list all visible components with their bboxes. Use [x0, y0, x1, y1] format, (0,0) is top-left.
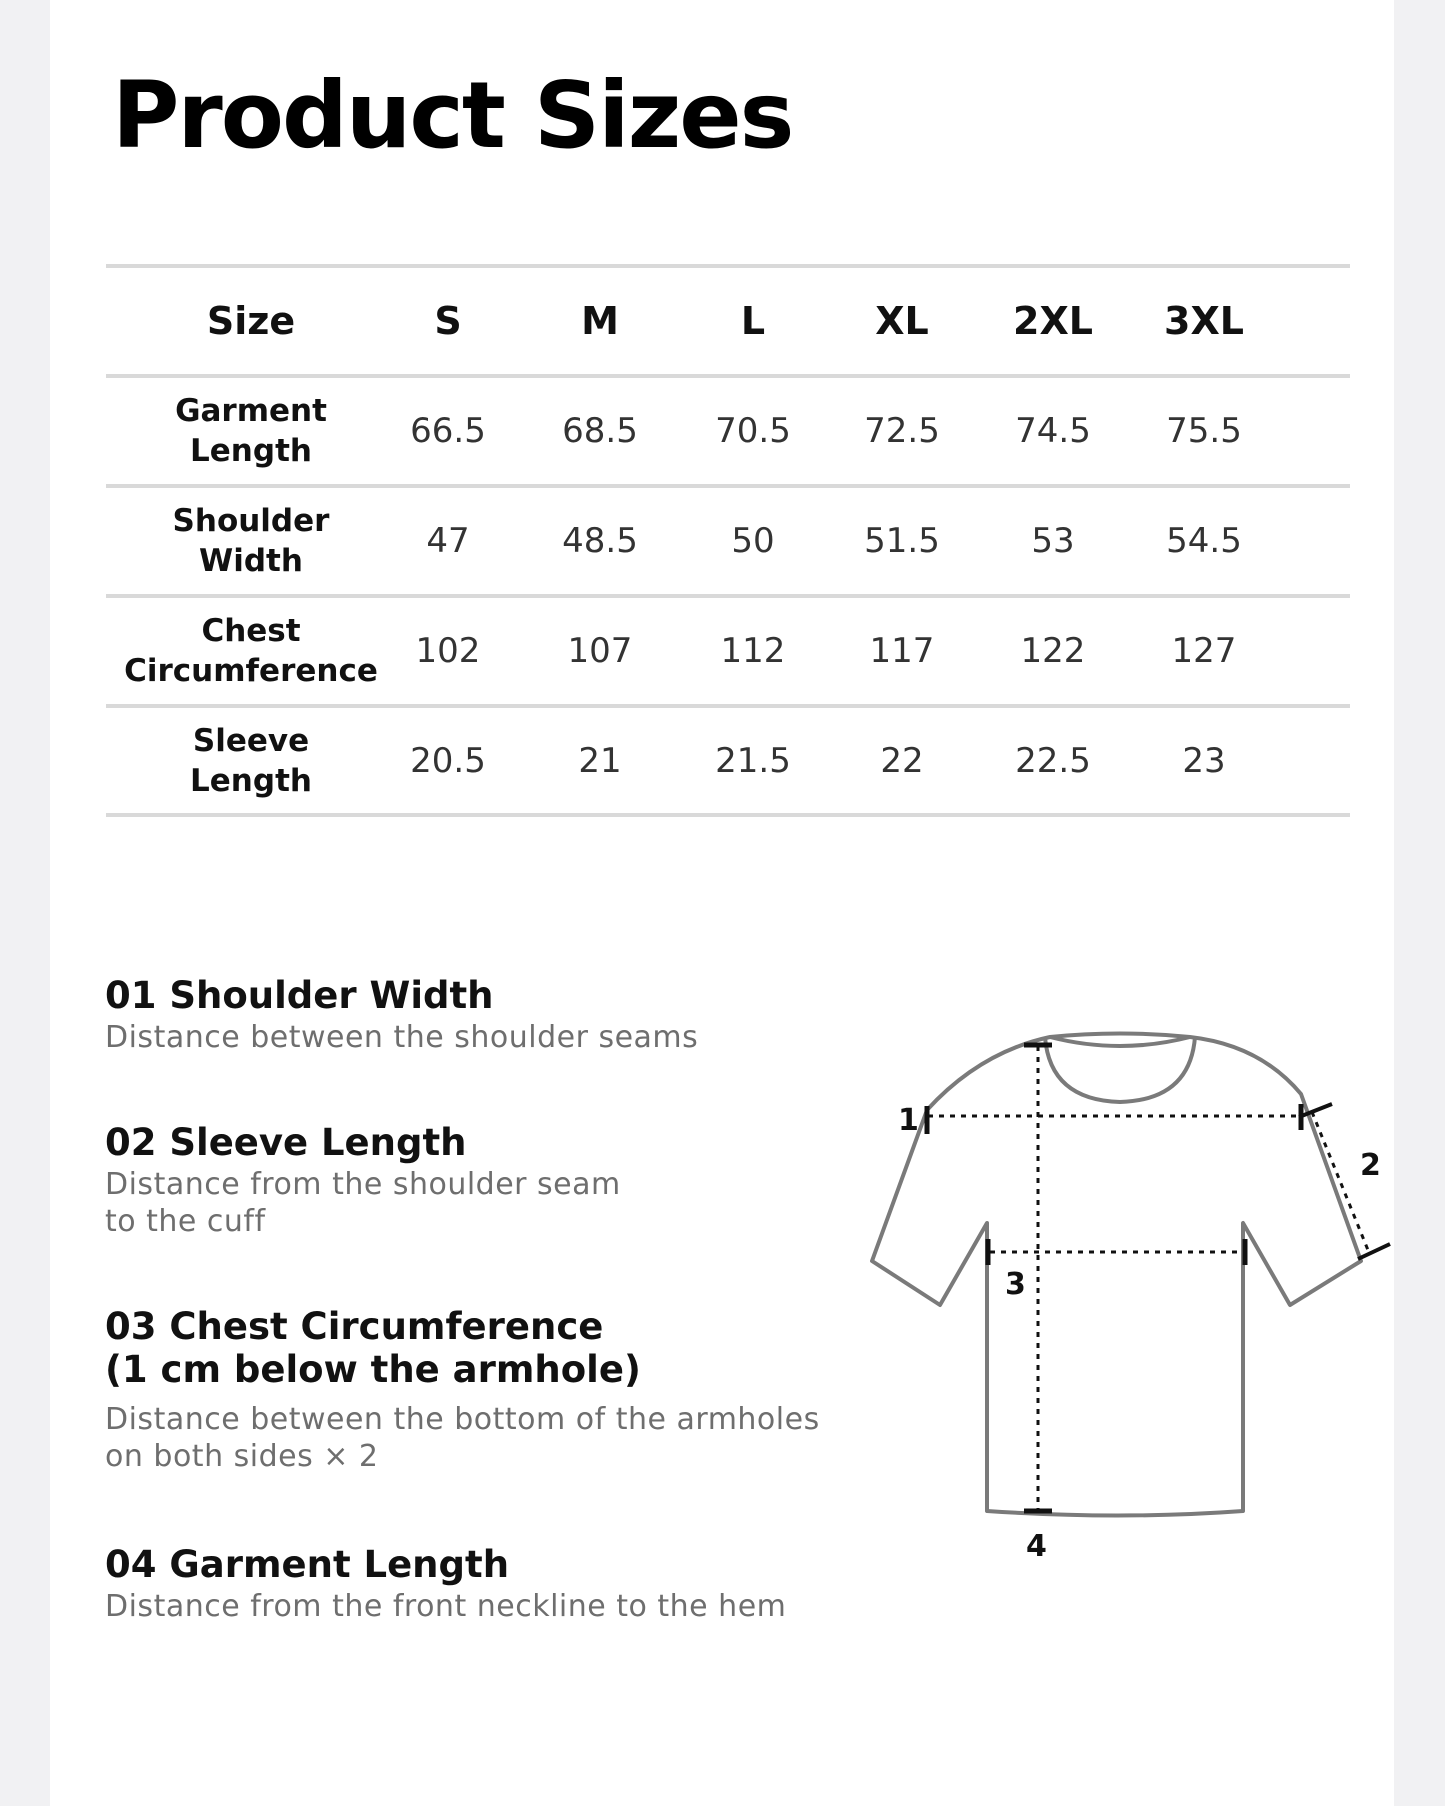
shoulder-width-description [105, 974, 698, 1056]
marker-4-label: 4 [1026, 1529, 1047, 1564]
header-xl: XL [875, 299, 929, 343]
table-cell: 68.5 [562, 411, 638, 451]
tshirt-outline [872, 1034, 1361, 1516]
table-cell: 112 [720, 631, 786, 671]
table-cell: 107 [567, 631, 633, 671]
tshirt-diagram [860, 1020, 1420, 1580]
table-cell: 48.5 [562, 521, 638, 561]
description-title: 04 Garment Length [105, 1543, 510, 1586]
page-title: Product Sizes [112, 62, 793, 169]
description-text: Distance between the bottom of the armholes on both sides × 2 [105, 1402, 820, 1474]
measurement-lines [927, 1045, 1390, 1511]
sleeve-length-description [105, 1121, 621, 1240]
header-2xl: 2XL [1013, 299, 1093, 343]
marker-3-label: 3 [1005, 1267, 1026, 1302]
chest-circumference-description [105, 1305, 820, 1475]
description-title: 01 Shoulder Width [105, 974, 494, 1017]
description-title: 03 Chest Circumference (1 cm below the armhole) [105, 1305, 641, 1391]
header-3xl: 3XL [1164, 299, 1244, 343]
description-text: Distance from the front neckline to the hem [105, 1589, 787, 1624]
row-label: Sleeve Length [190, 723, 312, 799]
table-cell: 53 [1031, 521, 1075, 561]
row-label: Shoulder Width [172, 503, 330, 579]
table-header-row [106, 268, 1350, 374]
table-cell: 21 [578, 741, 622, 781]
description-text: Distance from the shoulder seam to the cuff [105, 1167, 621, 1239]
description-text: Distance between the shoulder seams [105, 1020, 699, 1055]
table-cell: 21.5 [715, 741, 791, 781]
table-row [106, 708, 1350, 814]
table-cell: 75.5 [1166, 411, 1242, 451]
table-cell: 47 [426, 521, 470, 561]
table-cell: 22 [880, 741, 924, 781]
table-cell: 72.5 [864, 411, 940, 451]
header-m: M [581, 299, 619, 343]
header-size: Size [206, 299, 296, 343]
table-cell: 102 [415, 631, 481, 671]
table-row [106, 378, 1350, 484]
table-cell: 23 [1182, 741, 1226, 781]
table-cell: 70.5 [715, 411, 791, 451]
table-row [106, 488, 1350, 594]
table-cell: 117 [869, 631, 935, 671]
size-chart-card [50, 0, 1394, 1806]
row-label: Chest Circumference [124, 613, 378, 689]
garment-length-description [105, 1543, 786, 1625]
marker-2-label: 2 [1360, 1148, 1381, 1183]
description-title: 02 Sleeve Length [105, 1121, 467, 1164]
marker-1-label: 1 [898, 1103, 919, 1138]
table-cell: 20.5 [410, 741, 486, 781]
header-s: S [434, 299, 462, 343]
table-cell: 66.5 [410, 411, 486, 451]
table-cell: 74.5 [1015, 411, 1091, 451]
row-label: Garment Length [175, 393, 327, 469]
table-cell: 122 [1020, 631, 1086, 671]
table-cell: 54.5 [1166, 521, 1242, 561]
table-row [106, 598, 1350, 704]
table-cell: 22.5 [1015, 741, 1091, 781]
header-l: L [740, 299, 766, 343]
table-cell: 50 [731, 521, 775, 561]
table-cell: 127 [1171, 631, 1237, 671]
table-cell: 51.5 [864, 521, 940, 561]
